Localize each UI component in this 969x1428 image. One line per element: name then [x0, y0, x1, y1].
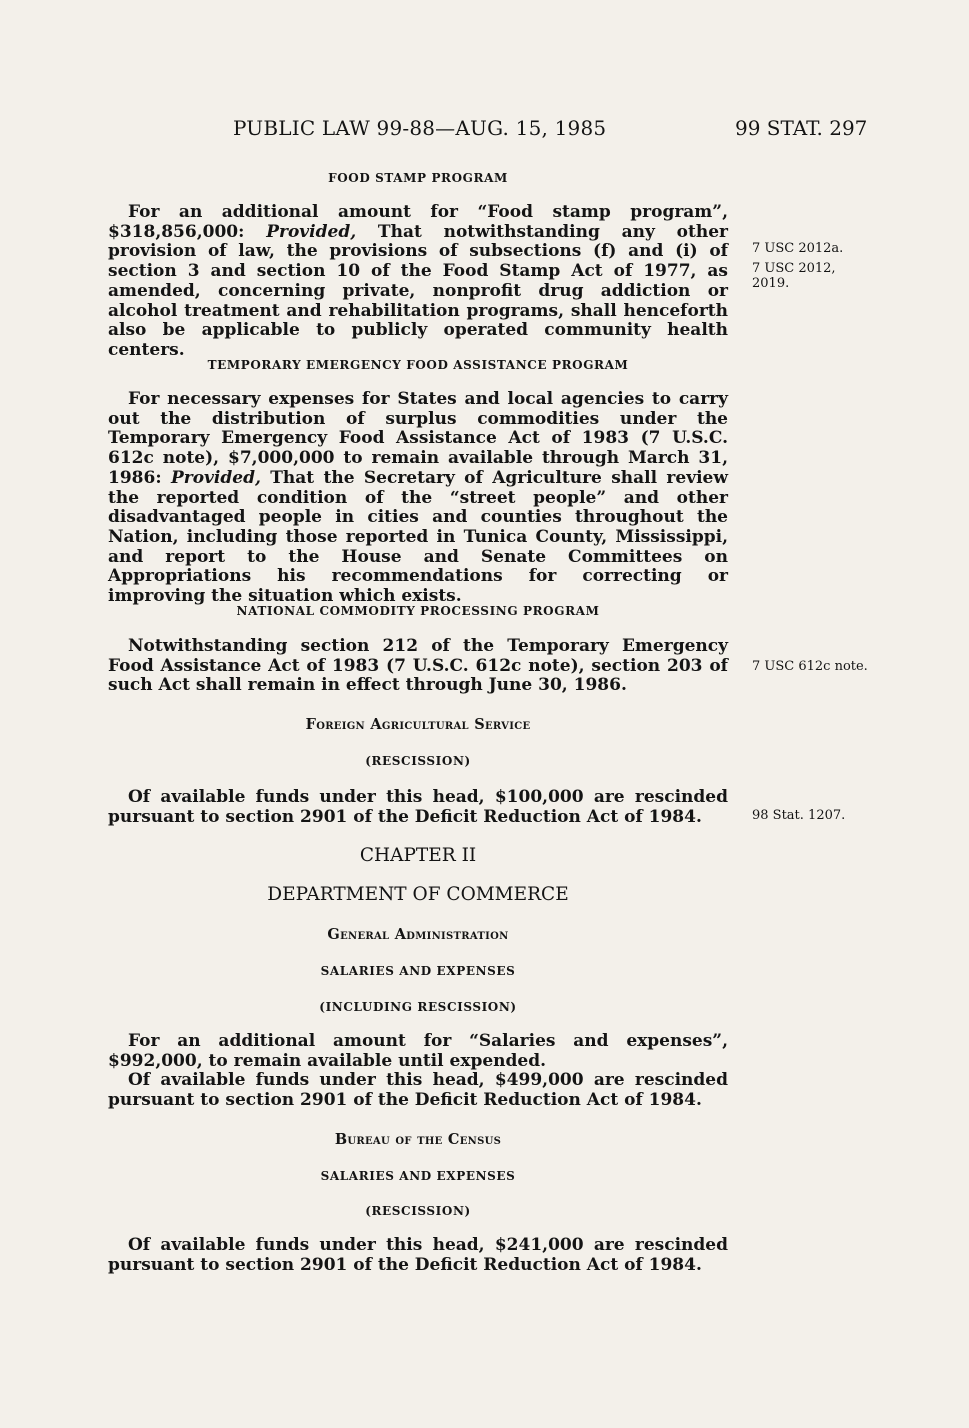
chapter-heading: CHAPTER II	[359, 845, 477, 866]
paragraph-text: For an additional amount for “Food stamp program”, $318,856,000:	[108, 202, 728, 242]
paragraph-italic: Provided,	[170, 467, 261, 488]
paragraph-temporary-emergency	[108, 390, 728, 607]
subheading-salaries-expenses: SALARIES AND EXPENSES	[320, 1169, 516, 1183]
heading-national-commodity: NATIONAL COMMODITY PROCESSING PROGRAM	[236, 604, 600, 618]
subheading-including-rescission: (INCLUDING RESCISSION)	[319, 1000, 517, 1014]
paragraph-text: For necessary expenses for States and local agencies to carry out the distribution of surplus commodities under the Temporary Emergency Food Assistance Act of 1983 (7 U.S.C. 612c note), $7,000,000 to remain available through March 31, 1986:	[108, 389, 728, 488]
heading-general-administration: General Administration	[327, 926, 509, 943]
paragraph-gen-admin-rescission: Of available funds under this head, $499,000 are rescinded pursuant to section 2901 of the Deficit Reduction Act of 1984.	[108, 1070, 728, 1110]
paragraph-italic: Provided,	[266, 221, 357, 242]
heading-temporary-emergency-food: TEMPORARY EMERGENCY FOOD ASSISTANCE PROGRAM	[207, 358, 629, 372]
margin-note-7usc2012-2019: 7 USC 2012, 2019.	[752, 261, 836, 291]
subheading-rescission: (RESCISSION)	[365, 1204, 471, 1218]
heading-foreign-agricultural-service: Foreign Agricultural Service	[305, 716, 531, 733]
paragraph-gen-admin-additional: For an additional amount for “Salaries and expenses”, $992,000, to remain available until expended.	[108, 1031, 728, 1071]
margin-note-7usc612c: 7 USC 612c note.	[752, 659, 868, 674]
paragraph-fas-rescission: Of available funds under this head, $100,000 are rescinded pursuant to section 2901 of the Deficit Reduction Act of 1984.	[108, 787, 728, 827]
paragraph-national-commodity: Notwithstanding section 212 of the Temporary Emergency Food Assistance Act of 1983 (7 U.S.C. 612c note), section 203 of such Act shall remain in effect through June 30, 1986.	[108, 636, 728, 696]
margin-note-7usc2012a: 7 USC 2012a.	[752, 241, 844, 256]
heading-food-stamp-program: FOOD STAMP PROGRAM	[328, 171, 508, 185]
paragraph-food-stamp	[108, 203, 728, 361]
margin-note-98stat1207: 98 Stat. 1207.	[752, 808, 846, 823]
subheading-salaries-expenses: SALARIES AND EXPENSES	[320, 964, 516, 978]
paragraph-text: That the Secretary of Agriculture shall review the reported condition of the “street people” and other disadvantaged people in cities and counties throughout the Nation, including those reported in Tunica County, Mississippi, and report to the House and Senate Committees on Appropriations his recommendations for correcting or improving the situation which exists.	[108, 467, 728, 607]
heading-bureau-of-census: Bureau of the Census	[334, 1131, 502, 1148]
subheading-rescission: (RESCISSION)	[365, 754, 471, 768]
department-heading: DEPARTMENT OF COMMERCE	[267, 884, 569, 905]
running-header-title: PUBLIC LAW 99-88—AUG. 15, 1985	[233, 116, 607, 140]
running-header-stat: 99 STAT. 297	[735, 116, 868, 140]
paragraph-census-rescission: Of available funds under this head, $241,000 are rescinded pursuant to section 2901 of the Deficit Reduction Act of 1984.	[108, 1235, 728, 1275]
paragraph-text: That notwithstanding any other provision of law, the provisions of subsections (f) and (i) of section 3 and section 10 of the Food Stamp Act of 1977, as amended, concerning private, nonprofit drug addiction or alcohol treatment and rehabilitation programs, shall henceforth also be applicable to publicly operated community health centers.	[108, 221, 729, 360]
